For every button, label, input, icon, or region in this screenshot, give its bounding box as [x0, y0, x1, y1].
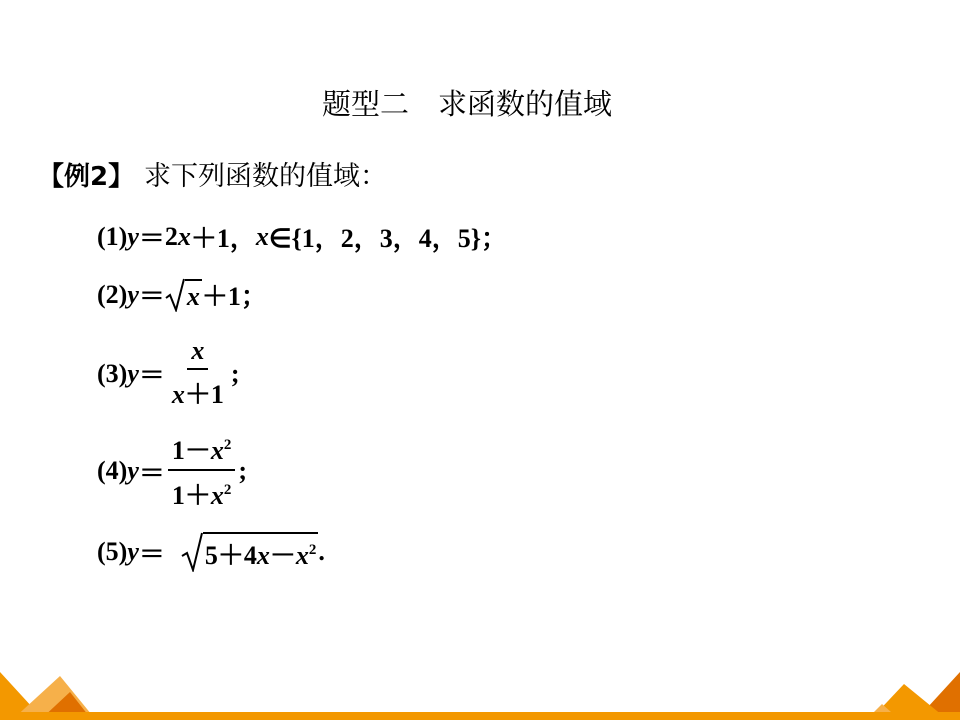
problem-3-den-rest: ＋1 — [184, 380, 224, 409]
problem-4-num-a: 1－ — [171, 436, 211, 465]
problem-2-eq: ＝ — [138, 282, 165, 311]
problem-5-rad-x1: x — [256, 541, 270, 570]
problem-4-end: ; — [238, 456, 248, 485]
problem-3-number: (3) — [97, 358, 128, 388]
problem-3-numerator: x — [187, 336, 208, 370]
problem-3-end: ; — [230, 358, 240, 388]
problem-2-y: y — [127, 279, 139, 309]
problem-4-number: (4) — [97, 456, 128, 485]
problem-5-rad-x2: x — [295, 541, 309, 570]
problem-4-den-exp: 2 — [223, 482, 232, 498]
problem-1-y: y — [127, 221, 139, 251]
problem-4-y: y — [127, 456, 139, 485]
problem-5-y: y — [127, 537, 139, 566]
problem-1-set-x: x — [255, 221, 269, 251]
problem-4-den-a: 1＋ — [171, 481, 211, 510]
problem-1-set: ∈{1，2，3，4，5}； — [268, 224, 508, 253]
problem-2-radicand: x — [185, 279, 202, 312]
problem-4-den-x: x — [210, 481, 224, 510]
problem-2-number: (2) — [97, 279, 128, 309]
problem-4-eq: ＝ — [138, 458, 165, 488]
bottom-accent-bar — [0, 712, 960, 720]
problem-4-num-exp: 2 — [223, 437, 232, 453]
problem-5-number: (5) — [97, 537, 128, 566]
problem-5-end: . — [318, 537, 325, 566]
problem-5-rad-minus: － — [269, 541, 296, 570]
problem-1-x: x — [177, 221, 191, 251]
problem-5-rad-exp: 2 — [308, 542, 317, 558]
example-label: 【例2】 — [38, 162, 135, 192]
problem-5-eq: ＝ — [138, 539, 165, 569]
problem-3-den-x: x — [171, 380, 185, 409]
problem-5-rad-a: 5＋4 — [204, 541, 257, 570]
problem-2-rest: ＋1； — [201, 282, 267, 311]
example-instruction: 求下列函数的值域： — [144, 161, 387, 192]
problem-1-number: (1) — [97, 221, 128, 251]
page-title: 题型二 求函数的值域 — [321, 87, 612, 121]
problem-1-rest: ＋1， — [190, 224, 256, 253]
problem-1-coef: 2 — [164, 221, 178, 251]
problem-3-y: y — [127, 358, 139, 388]
problem-4-num-x: x — [210, 436, 224, 465]
problem-3-eq: ＝ — [138, 361, 165, 390]
problem-1-eq: ＝ — [138, 224, 165, 253]
